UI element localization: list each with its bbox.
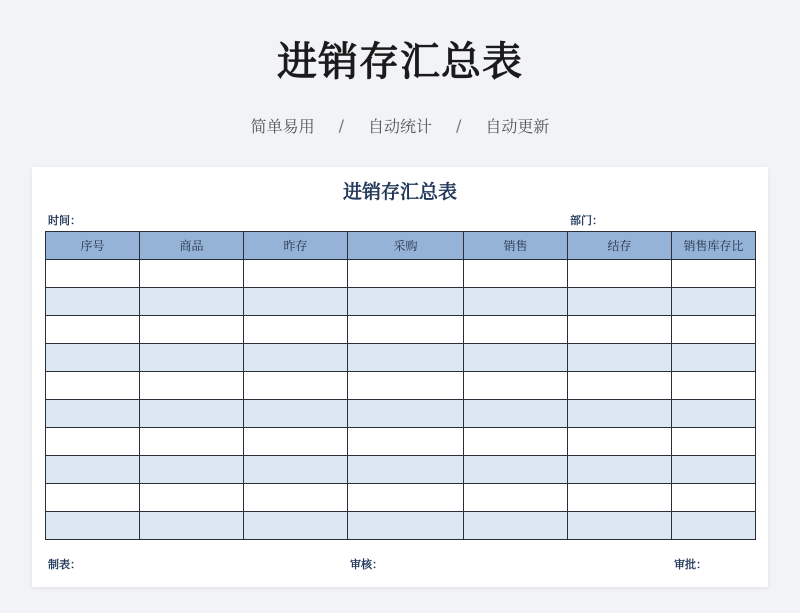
table-cell[interactable] [46, 428, 140, 456]
table-cell[interactable] [464, 260, 568, 288]
table-cell[interactable] [464, 372, 568, 400]
table-cell[interactable] [244, 456, 348, 484]
time-label: 时间： [48, 214, 81, 227]
table-cell[interactable] [464, 344, 568, 372]
table-cell[interactable] [672, 484, 756, 512]
table-cell[interactable] [568, 512, 672, 540]
table-cell[interactable] [568, 456, 672, 484]
table-cell[interactable] [244, 288, 348, 316]
table-row [46, 512, 756, 540]
reviewer-label: 审核： [350, 558, 383, 571]
table-cell[interactable] [348, 344, 464, 372]
table-cell[interactable] [140, 316, 244, 344]
table-cell[interactable] [672, 372, 756, 400]
table-cell[interactable] [140, 512, 244, 540]
table-cell[interactable] [464, 428, 568, 456]
table-cell[interactable] [464, 456, 568, 484]
table-cell[interactable] [46, 288, 140, 316]
tagline-item-easy: 简单易用 [250, 117, 315, 136]
table-cell[interactable] [140, 260, 244, 288]
table-row [46, 400, 756, 428]
maker-label: 制表： [48, 558, 81, 571]
column-header-product: 商品 [140, 232, 244, 260]
table-cell[interactable] [464, 512, 568, 540]
column-header-closing-stock: 结存 [568, 232, 672, 260]
table-cell[interactable] [568, 400, 672, 428]
tagline-separator: / [338, 116, 344, 135]
table-cell[interactable] [348, 288, 464, 316]
tagline [0, 114, 800, 137]
table-cell[interactable] [568, 428, 672, 456]
table-cell[interactable] [568, 484, 672, 512]
table-cell[interactable] [140, 288, 244, 316]
column-header-sales: 销售 [464, 232, 568, 260]
table-cell[interactable] [672, 344, 756, 372]
table-cell[interactable] [244, 512, 348, 540]
tagline-item-auto-stats: 自动统计 [367, 117, 432, 136]
table-cell[interactable] [140, 484, 244, 512]
approver-label: 审批： [674, 558, 707, 571]
table-cell[interactable] [348, 456, 464, 484]
table-cell[interactable] [568, 316, 672, 344]
table-cell[interactable] [672, 400, 756, 428]
table-row [46, 316, 756, 344]
table-cell[interactable] [568, 288, 672, 316]
table-cell[interactable] [348, 400, 464, 428]
table-cell[interactable] [46, 372, 140, 400]
table-cell[interactable] [244, 316, 348, 344]
table-cell[interactable] [464, 400, 568, 428]
table-row [46, 372, 756, 400]
table-row [46, 484, 756, 512]
column-header-index: 序号 [46, 232, 140, 260]
tagline-item-auto-update: 自动更新 [485, 117, 550, 136]
table-cell[interactable] [140, 456, 244, 484]
table-cell[interactable] [464, 484, 568, 512]
table-cell[interactable] [672, 456, 756, 484]
table-cell[interactable] [46, 456, 140, 484]
table-cell[interactable] [348, 260, 464, 288]
table-cell[interactable] [46, 484, 140, 512]
table-cell[interactable] [244, 428, 348, 456]
table-cell[interactable] [46, 316, 140, 344]
table-cell[interactable] [568, 260, 672, 288]
page-title: 进销存汇总表 [277, 39, 523, 85]
table-row [46, 288, 756, 316]
table-cell[interactable] [672, 260, 756, 288]
table-cell[interactable] [46, 260, 140, 288]
column-header-previous-stock: 昨存 [244, 232, 348, 260]
table-cell[interactable] [244, 372, 348, 400]
table-cell[interactable] [672, 288, 756, 316]
spreadsheet-preview [32, 167, 768, 587]
column-header-purchase: 采购 [348, 232, 464, 260]
table-cell[interactable] [46, 512, 140, 540]
table-cell[interactable] [244, 260, 348, 288]
table-cell[interactable] [348, 316, 464, 344]
table-cell[interactable] [140, 372, 244, 400]
table-cell[interactable] [568, 344, 672, 372]
table-row [46, 260, 756, 288]
table-header-row [46, 232, 756, 260]
tagline-separator: / [456, 116, 462, 135]
table-row [46, 456, 756, 484]
table-row [46, 344, 756, 372]
table-cell[interactable] [244, 344, 348, 372]
table-cell[interactable] [140, 400, 244, 428]
table-cell[interactable] [46, 400, 140, 428]
table-cell[interactable] [672, 316, 756, 344]
department-label: 部门： [570, 214, 603, 227]
inventory-table [45, 231, 756, 540]
table-cell[interactable] [348, 372, 464, 400]
table-cell[interactable] [672, 428, 756, 456]
table-cell[interactable] [46, 344, 140, 372]
table-row [46, 428, 756, 456]
table-cell[interactable] [464, 288, 568, 316]
table-cell[interactable] [244, 484, 348, 512]
table-cell[interactable] [672, 512, 756, 540]
table-cell[interactable] [568, 372, 672, 400]
table-cell[interactable] [140, 428, 244, 456]
table-cell[interactable] [140, 344, 244, 372]
table-cell[interactable] [348, 428, 464, 456]
table-cell[interactable] [244, 400, 348, 428]
column-header-sales-stock-ratio: 销售库存比 [672, 232, 756, 260]
table-cell[interactable] [464, 316, 568, 344]
table-cell[interactable] [348, 512, 464, 540]
table-cell[interactable] [348, 484, 464, 512]
sheet-title: 进销存汇总表 [342, 181, 457, 203]
